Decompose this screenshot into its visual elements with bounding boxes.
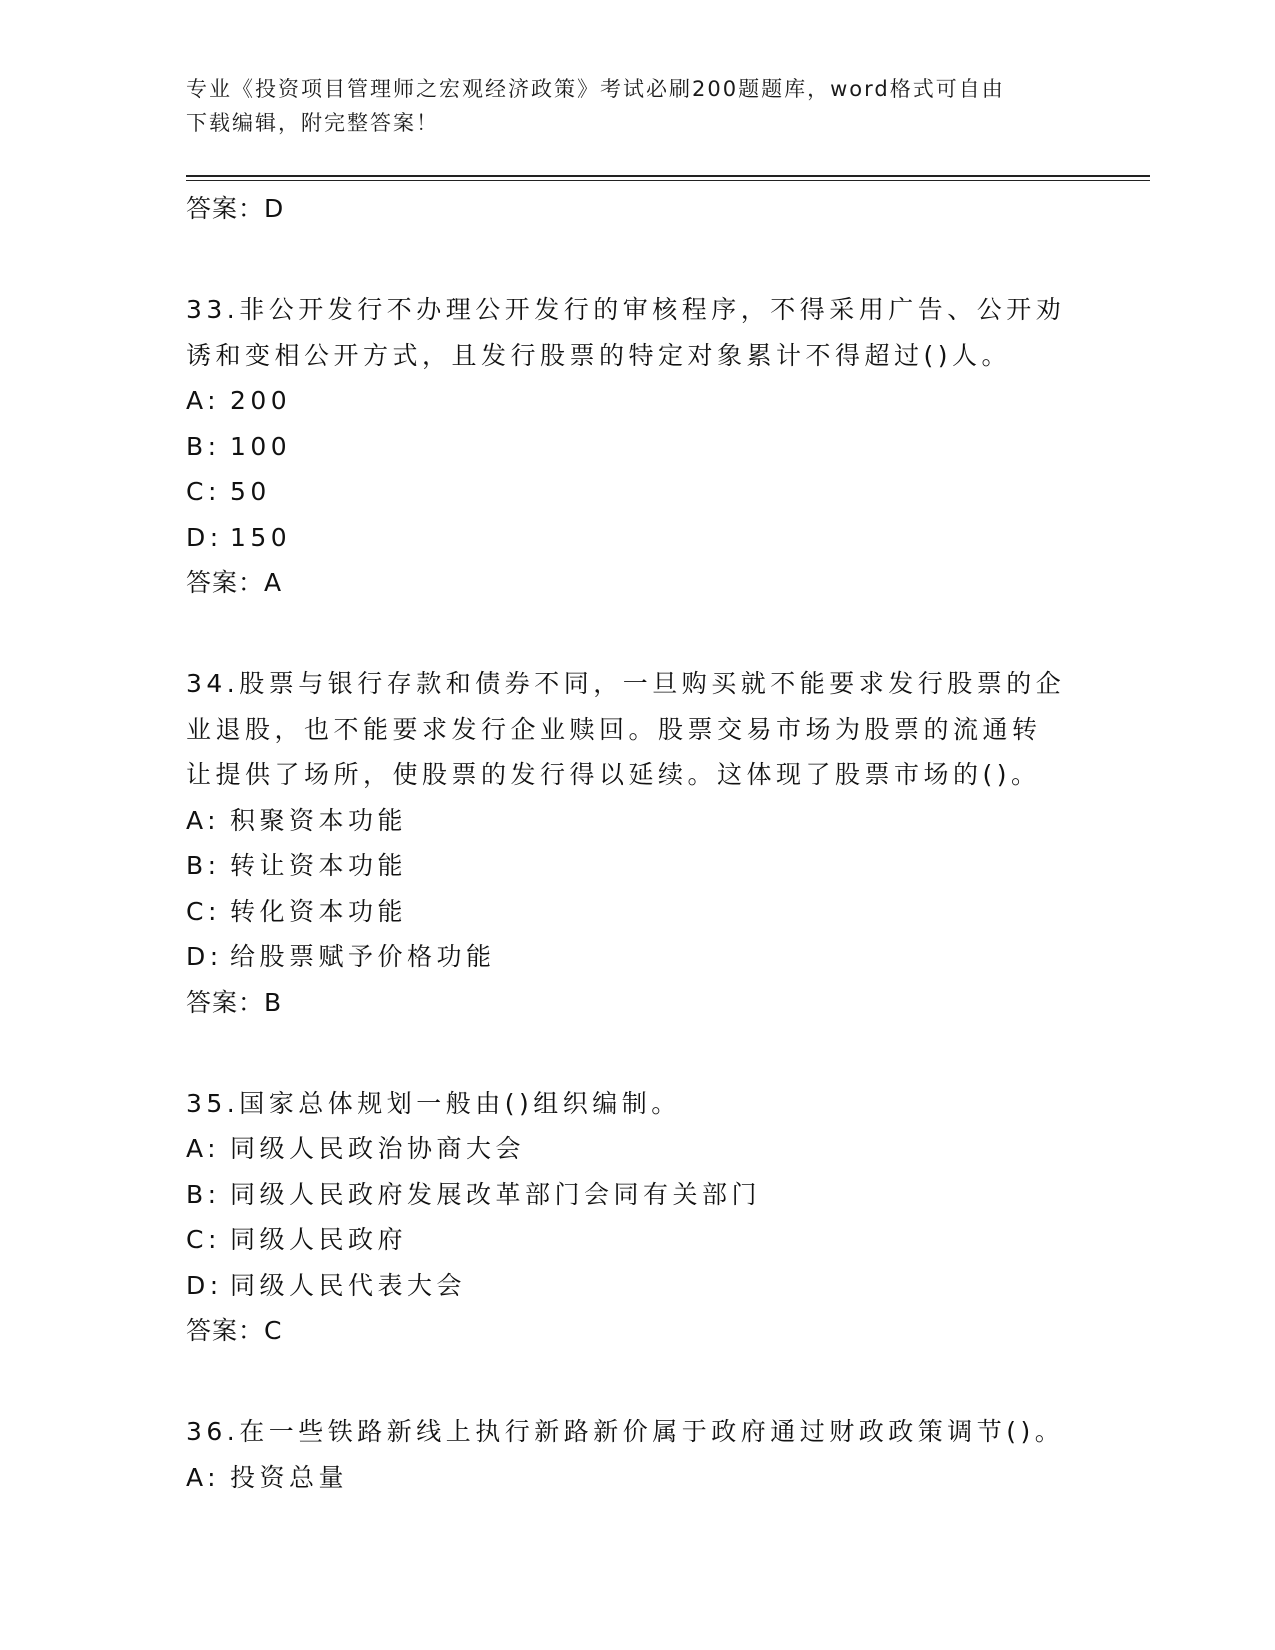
question-stem: 34.股票与银行存款和债券不同，一旦购买就不能要求发行股票的企业退股，也不能要求发行企业赎回。股票交易市场为股票的流通转让提供了场所，使股票的发行得以延续。这体现了股票市场的()。 <box>186 669 1066 789</box>
option-d <box>186 1263 1086 1309</box>
option-text: 200 <box>230 386 292 415</box>
option-d <box>186 934 1086 980</box>
question-block-34 <box>186 661 1086 1025</box>
question-block-33 <box>186 287 1086 605</box>
answer-line: 答案：C <box>186 1316 283 1345</box>
option-text: 积聚资本功能 <box>230 805 408 835</box>
option-a <box>186 1455 1086 1501</box>
option-text: 50 <box>230 477 271 506</box>
option-key: B: <box>186 851 221 880</box>
question-stem: 36.在一些铁路新线上执行新路新价属于政府通过财政政策调节()。 <box>186 1417 1065 1446</box>
option-a <box>186 798 1086 844</box>
option-key: C: <box>186 896 221 926</box>
option-b <box>186 843 1086 889</box>
option-key: D: <box>186 942 223 971</box>
answer-line: 答案：A <box>186 568 283 597</box>
option-key: A: <box>186 1134 221 1163</box>
option-key: B: <box>186 431 221 461</box>
option-key: C: <box>186 477 221 506</box>
option-key: C: <box>186 1225 221 1254</box>
option-c <box>186 889 1086 935</box>
option-b <box>186 1172 1086 1218</box>
page-header <box>186 72 1066 140</box>
option-text: 100 <box>230 431 292 461</box>
option-key: A: <box>186 805 221 835</box>
previous-answer: 答案：D <box>186 194 285 223</box>
option-text: 同级人民政治协商大会 <box>230 1134 526 1163</box>
option-text: 给股票赋予价格功能 <box>230 942 496 971</box>
option-key: A: <box>186 386 221 415</box>
option-text: 转化资本功能 <box>230 896 408 926</box>
option-text: 投资总量 <box>230 1462 349 1492</box>
option-key: B: <box>186 1179 221 1209</box>
header-divider-thick <box>186 175 1150 177</box>
question-block-36 <box>186 1409 1086 1500</box>
option-d <box>186 515 1086 561</box>
question-stem: 35.国家总体规划一般由()组织编制。 <box>186 1088 681 1118</box>
option-a <box>186 378 1086 424</box>
option-text: 150 <box>230 522 292 552</box>
option-text: 转让资本功能 <box>230 851 408 880</box>
option-key: D: <box>186 1270 223 1300</box>
option-text: 同级人民代表大会 <box>230 1270 467 1300</box>
question-list <box>186 186 1086 1500</box>
answer-line: 答案：B <box>186 987 283 1017</box>
option-c <box>186 469 1086 515</box>
option-key: D: <box>186 522 223 552</box>
option-c <box>186 1217 1086 1263</box>
header-line-1: 专业《投资项目管理师之宏观经济政策》考试必刷200题题库，word格式可自由 <box>186 77 1005 101</box>
option-text: 同级人民政府发展改革部门会同有关部门 <box>230 1179 762 1209</box>
question-block-35 <box>186 1081 1086 1354</box>
option-text: 同级人民政府 <box>230 1225 408 1254</box>
question-stem: 33.非公开发行不办理公开发行的审核程序，不得采用广告、公开劝诱和变相公开方式，且发行股票的特定对象累计不得超过()人。 <box>186 295 1066 370</box>
header-line-2: 下载编辑，附完整答案！ <box>186 111 439 135</box>
header-divider-thin <box>186 180 1150 181</box>
option-b <box>186 424 1086 470</box>
option-key: A: <box>186 1462 221 1492</box>
option-a <box>186 1126 1086 1172</box>
